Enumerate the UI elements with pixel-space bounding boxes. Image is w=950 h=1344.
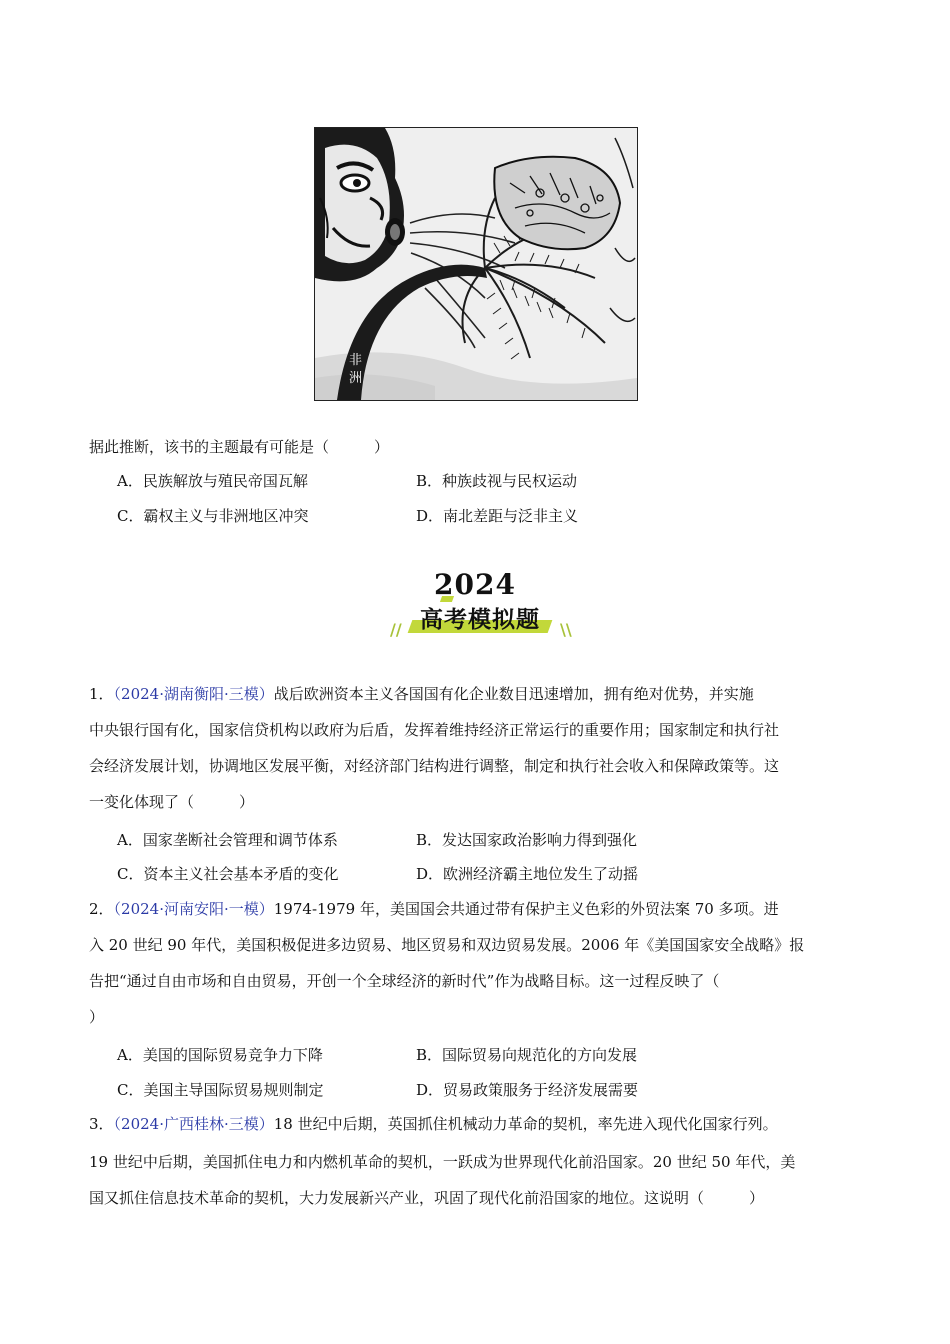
option-a: A．民族解放与殖民帝国瓦解	[117, 472, 308, 490]
question-3-line-1	[89, 1114, 778, 1134]
q1-option-d: D．欧洲经济霸主地位发生了动摇	[416, 865, 639, 883]
question-2-line-2: 入 20 世纪 90 年代，美国积极促进多边贸易、地区贸易和双边贸易发展。2006 年《美国国家安全战略》报	[89, 936, 805, 954]
q1-option-c: C．资本主义社会基本矛盾的变化	[117, 865, 339, 883]
q2-option-d: D．贸易政策服务于经济发展需要	[416, 1081, 639, 1099]
question-number: 2．	[89, 900, 114, 918]
question-source: （2024·湖南衡阳·三模）	[113, 685, 274, 703]
question-1-line-2: 中央银行国有化，国家信贷机构以政府为后盾，发挥着维持经济正常运行的重要作用；国家制定和执行社	[89, 721, 780, 739]
q2-option-b: B．国际贸易向规范化的方向发展	[416, 1046, 638, 1064]
question-text: 18 世纪中后期，英国抓住机械动力革命的契机，率先进入现代化国家行列。	[273, 1115, 778, 1133]
q2-option-a: A．美国的国际贸易竞争力下降	[117, 1046, 323, 1064]
question-number: 1．	[89, 685, 114, 703]
section-year: 2024	[434, 568, 516, 601]
question-3-line-3: 国又抓住信息技术革命的契机，大力发展新兴产业，巩固了现代化前沿国家的地位。这说明（ ）	[89, 1189, 765, 1207]
section-title: 高考模拟题	[420, 607, 540, 633]
question-2-line-1	[89, 899, 779, 919]
q1-option-b: B．发达国家政治影响力得到强化	[416, 831, 638, 849]
question-number: 3．	[89, 1115, 114, 1133]
q2-option-c: C．美国主导国际贸易规则制定	[117, 1081, 324, 1099]
header-slash-right: \\	[560, 620, 572, 639]
question-3-line-2: 19 世纪中后期，美国抓住电力和内燃机革命的契机，一跃成为世界现代化前沿国家。20 世纪 50 年代，美	[89, 1153, 796, 1171]
question-1-line-4: 一变化体现了（ ）	[89, 793, 255, 811]
question-1-line-3: 会经济发展计划，协调地区发展平衡，对经济部门结构进行调整，制定和执行社会收入和保障政策等。这	[89, 757, 780, 775]
question-2-line-4: ）	[89, 1008, 105, 1026]
q1-option-a: A．国家垄断社会管理和调节体系	[117, 831, 338, 849]
question-source: （2024·河南安阳·一模）	[113, 900, 274, 918]
option-b: B．种族歧视与民权运动	[416, 472, 578, 490]
question-stem: 据此推断，该书的主题最有可能是（ ）	[89, 438, 390, 456]
question-text: 1974-1979 年，美国国会共通过带有保护主义色彩的外贸法案 70 多项。进	[273, 900, 779, 918]
question-1-line-1	[89, 684, 754, 704]
section-banner	[410, 606, 550, 634]
question-source: （2024·广西桂林·三模）	[113, 1115, 274, 1133]
option-c: C．霸权主义与非洲地区冲突	[117, 507, 309, 525]
cartoon-image	[314, 127, 638, 401]
question-text: 战后欧洲资本主义各国国有化企业数目迅速增加，拥有绝对优势，并实施	[273, 685, 754, 703]
cartoon-label: 非洲	[349, 353, 363, 386]
header-slash-left: //	[390, 620, 402, 639]
question-2-line-3: 告把“通过自由市场和自由贸易，开创一个全球经济的新时代”作为战略目标。这一过程反映了（	[89, 972, 720, 990]
option-d: D．南北差距与泛非主义	[416, 507, 579, 525]
